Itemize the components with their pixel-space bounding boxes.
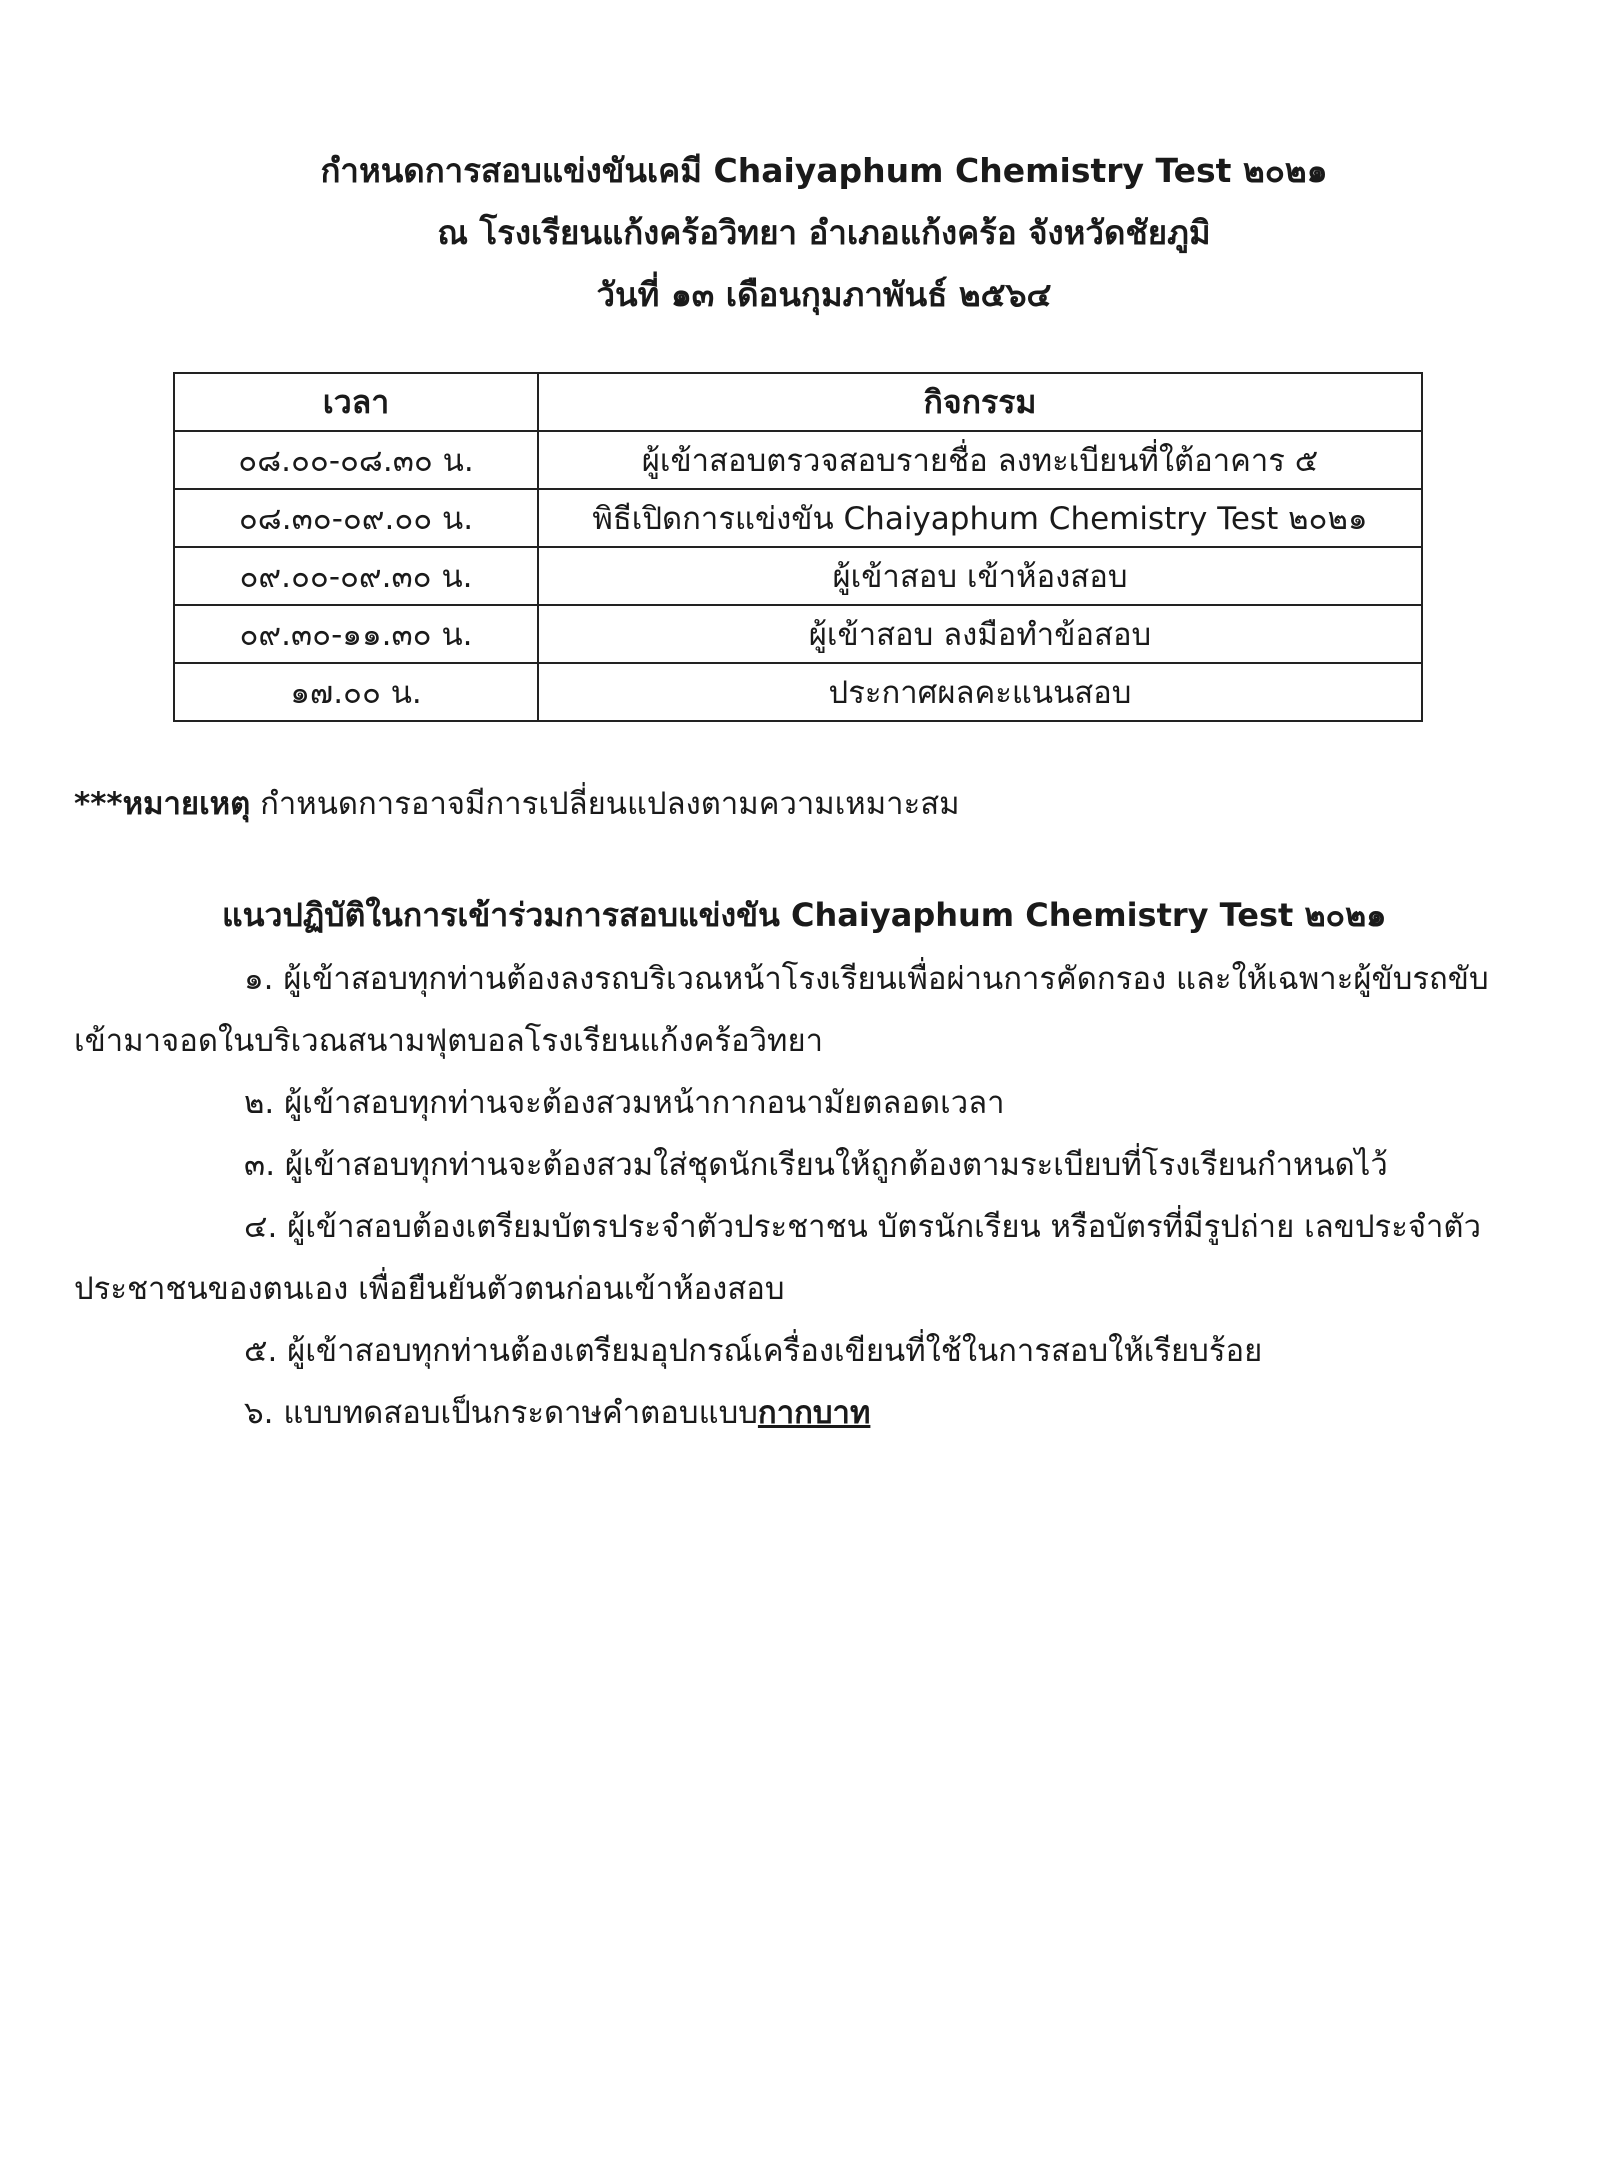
remark-stars: *** bbox=[74, 786, 123, 822]
table-row bbox=[174, 547, 1422, 605]
header-venue: ณ โรงเรียนแก้งคร้อวิทยา อำเภอแก้งคร้อ จังหวัดชัยภูมิ bbox=[437, 213, 1211, 252]
table-row bbox=[174, 605, 1422, 663]
header-title: กำหนดการสอบแข่งขันเคมี Chaiyaphum Chemistry Test ๒๐๒๑ bbox=[320, 151, 1328, 190]
guideline-item bbox=[74, 1382, 1514, 1444]
time-cell: ๐๙.๐๐-๐๙.๓๐ น. bbox=[174, 547, 538, 605]
activity-cell: ผู้เข้าสอบตรวจสอบรายชื่อ ลงทะเบียนที่ใต้อาคาร ๕ bbox=[538, 431, 1422, 489]
time-cell: ๐๘.๓๐-๐๙.๐๐ น. bbox=[174, 489, 538, 547]
guideline-item: ๔. ผู้เข้าสอบต้องเตรียมบัตรประจำตัวประชาชน บัตรนักเรียน หรือบัตรที่มีรูปถ่าย เลขประจำตัวประชาชนของตนเอง เพื่อยืนยันตัวตนก่อนเข้าห้องสอบ bbox=[74, 1209, 1481, 1307]
guideline-item: ๕. ผู้เข้าสอบทุกท่านต้องเตรียมอุปกรณ์เครื่องเขียนที่ใช้ในการสอบให้เรียบร้อย bbox=[244, 1333, 1263, 1369]
guideline-item-6-text: ๖. แบบทดสอบเป็นกระดาษคำตอบแบบ bbox=[244, 1395, 758, 1431]
column-header-time: เวลา bbox=[174, 373, 538, 431]
table-row bbox=[174, 431, 1422, 489]
activity-cell: ประกาศผลคะแนนสอบ bbox=[538, 663, 1422, 721]
column-header-activity: กิจกรรม bbox=[538, 373, 1422, 431]
activity-cell: ผู้เข้าสอบ เข้าห้องสอบ bbox=[538, 547, 1422, 605]
remark-note bbox=[74, 780, 960, 828]
guideline-item: ๓. ผู้เข้าสอบทุกท่านจะต้องสวมใส่ชุดนักเรียนให้ถูกต้องตามระเบียบที่โรงเรียนกำหนดไว้ bbox=[244, 1147, 1388, 1183]
table-row bbox=[174, 489, 1422, 547]
activity-cell: พิธีเปิดการแข่งขัน Chaiyaphum Chemistry Test ๒๐๒๑ bbox=[538, 489, 1422, 547]
document-header bbox=[0, 140, 1620, 326]
guidelines-title: แนวปฏิบัติในการเข้าร่วมการสอบแข่งขัน Chaiyaphum Chemistry Test ๒๐๒๑ bbox=[222, 896, 1387, 934]
table-row bbox=[174, 663, 1422, 721]
remark-label: หมายเหตุ bbox=[122, 786, 251, 822]
remark-text: กำหนดการอาจมีการเปลี่ยนแปลงตามความเหมาะสม bbox=[250, 786, 960, 822]
header-date: วันที่ ๑๓ เดือนกุมภาพันธ์ ๒๕๖๔ bbox=[596, 275, 1052, 314]
guidelines-list bbox=[74, 948, 1514, 1444]
guideline-item: ๑. ผู้เข้าสอบทุกท่านต้องลงรถบริเวณหน้าโรงเรียนเพื่อผ่านการคัดกรอง และให้เฉพาะผู้ขับรถขับเข้ามาจอดในบริเวณสนามฟุตบอลโรงเรียนแก้งคร้อวิทยา bbox=[74, 961, 1489, 1059]
time-cell: ๑๗.๐๐ น. bbox=[174, 663, 538, 721]
schedule-table bbox=[173, 372, 1423, 722]
guideline-item-6-emphasis: กากบาท bbox=[757, 1395, 871, 1431]
activity-cell: ผู้เข้าสอบ ลงมือทำข้อสอบ bbox=[538, 605, 1422, 663]
time-cell: ๐๙.๓๐-๑๑.๓๐ น. bbox=[174, 605, 538, 663]
table-header-row bbox=[174, 373, 1422, 431]
guideline-item: ๒. ผู้เข้าสอบทุกท่านจะต้องสวมหน้ากากอนามัยตลอดเวลา bbox=[244, 1085, 1005, 1121]
time-cell: ๐๘.๐๐-๐๘.๓๐ น. bbox=[174, 431, 538, 489]
